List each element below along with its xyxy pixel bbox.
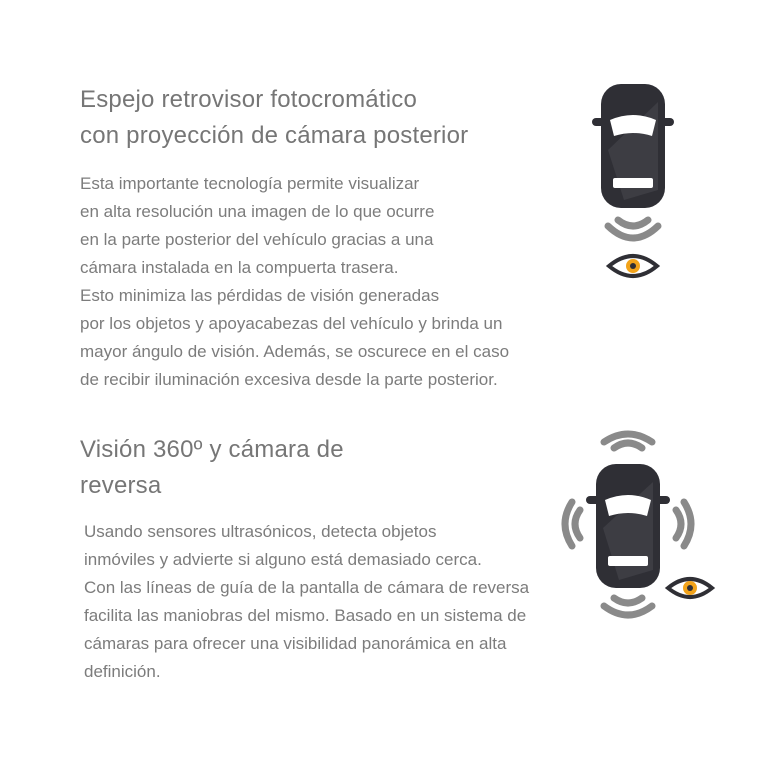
body-line: por los objetos y apoyacabezas del vehículo y brinda un (80, 314, 503, 333)
body-line: definición. (84, 662, 161, 681)
body-line: Usando sensores ultrasónicos, detecta objetos (84, 522, 437, 541)
rear-camera-illustration (588, 80, 678, 285)
body-line: cámara instalada en la compuerta trasera. (80, 258, 399, 277)
body-line: mayor ángulo de visión. Además, se oscurece en el caso (80, 342, 510, 361)
section-body (84, 518, 529, 686)
section-title-line: Espejo retrovisor fotocromático (80, 86, 417, 113)
car-top-view-icon (592, 84, 674, 208)
body-line: en la parte posterior del vehículo gracias a una (80, 230, 434, 249)
section-title (80, 432, 344, 504)
body-line: inmóviles y advierte si alguno está demasiado cerca. (84, 550, 482, 569)
eye-icon (609, 256, 657, 276)
body-line: en alta resolución una imagen de lo que ocurre (80, 202, 435, 221)
section-title-line: con proyección de cámara posterior (80, 122, 469, 149)
body-line: facilita las maniobras del mismo. Basado en un sistema de (84, 606, 527, 625)
body-line: de recibir iluminación excesiva desde la parte posterior. (80, 370, 498, 389)
eye-icon (668, 579, 712, 597)
car-top-view-icon (586, 464, 670, 588)
section-title-line: reversa (80, 472, 162, 499)
section-title (80, 82, 468, 154)
body-line: Esto minimiza las pérdidas de visión generadas (80, 286, 440, 305)
body-line: cámaras para ofrecer una visibilidad panorámica en alta (84, 634, 507, 653)
body-line: Con las líneas de guía de la pantalla de cámara de reversa (84, 578, 530, 597)
body-line: Esta importante tecnología permite visualizar (80, 174, 420, 193)
section-body (80, 170, 509, 394)
rear-sensor-waves-icon (608, 220, 658, 238)
section-title-line: Visión 360º y cámara de (80, 436, 344, 463)
surround-view-illustration (556, 428, 718, 628)
